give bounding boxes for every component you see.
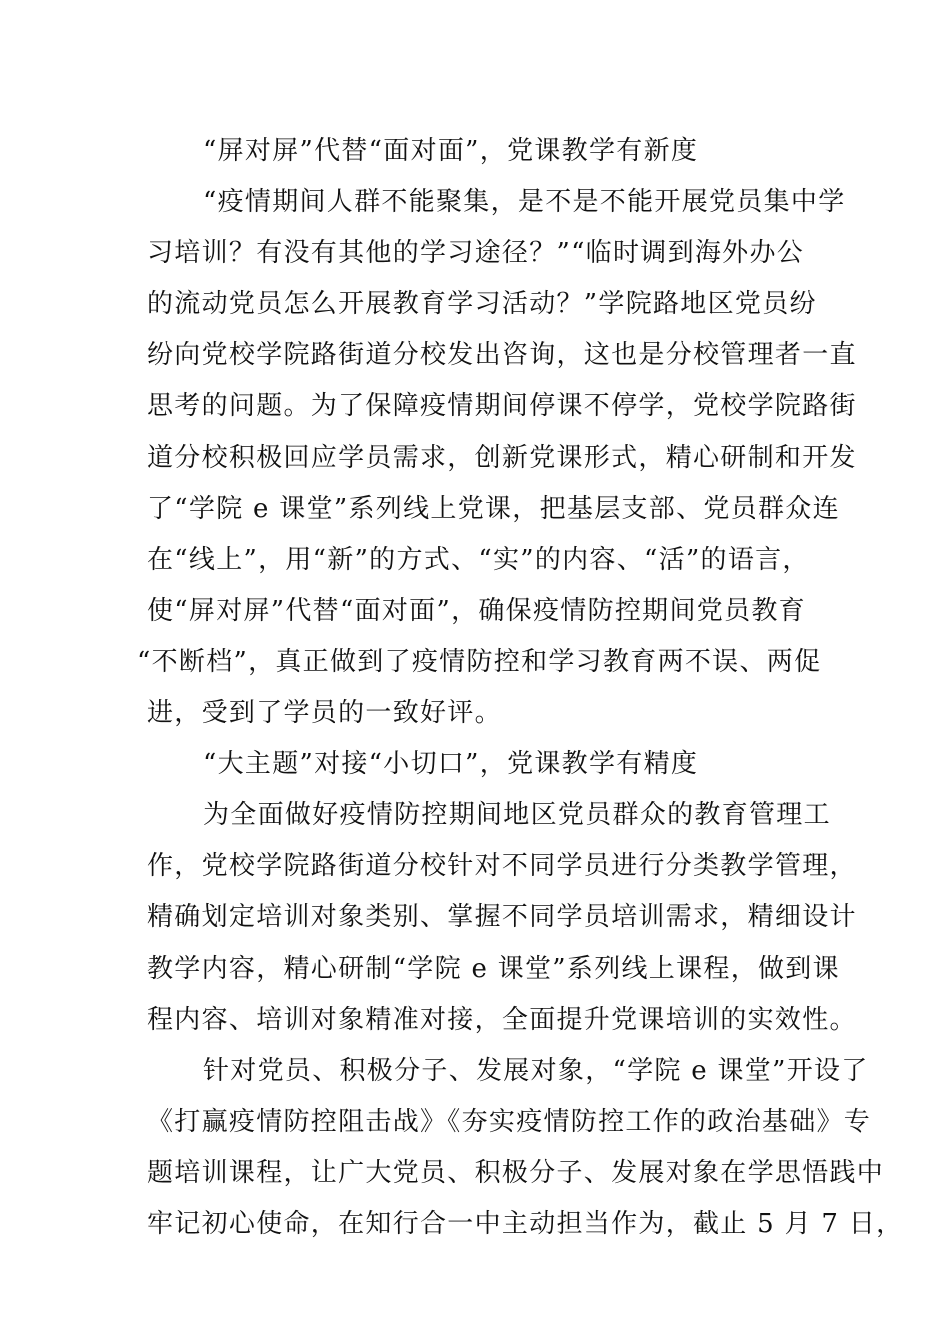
section-heading-1: “屏对屏”代替“面对面”，党课教学有新度 — [203, 136, 699, 166]
paragraph-line: 的流动党员怎么开展教育学习活动？”学院路地区党员纷 — [147, 289, 817, 320]
paragraph-line: 作，党校学院路街道分校针对不同学员进行分类教学管理， — [147, 851, 857, 882]
paragraph-line: 针对党员、积极分子、发展对象，“学院 e 课堂”开设了 — [203, 1055, 869, 1086]
paragraph-line: 教学内容，精心研制“学院 e 课堂”系列线上课程，做到课 — [147, 953, 840, 984]
paragraph-line: 思考的问题。为了保障疫情期间停课不停学，党校学院路街 — [147, 391, 857, 422]
paragraph-line: 题培训课程，让广大党员、积极分子、发展对象在学思悟践中 — [147, 1157, 885, 1188]
paragraph-line: 习培训？有没有其他的学习途径？”“临时调到海外办公 — [147, 238, 805, 269]
document-body — [137, 126, 904, 1250]
paragraph-line: 道分校积极回应学员需求，创新党课形式，精心研制和开发 — [147, 442, 857, 473]
paragraph-line: 了“学院 e 课堂”系列线上党课，把基层支部、党员群众连 — [147, 493, 840, 524]
paragraph-line: 进，受到了学员的一致好评。 — [147, 698, 502, 729]
paragraph-line: 程内容、培训对象精准对接，全面提升党课培训的实效性。 — [147, 1004, 857, 1035]
section-heading-2: “大主题”对接“小切口”，党课教学有精度 — [203, 749, 699, 780]
paragraph-line: 在“线上”，用“新”的方式、“实”的内容、“活”的语言， — [147, 544, 810, 575]
paragraph-line: 纷向党校学院路街道分校发出咨询，这也是分校管理者一直 — [147, 340, 857, 371]
paragraph-line: 《打赢疫情防控阻击战》《夯实疫情防控工作的政治基础》专 — [147, 1106, 872, 1137]
paragraph-line: “不断档”，真正做到了疫情防控和学习教育两不误、两促 — [137, 646, 822, 677]
paragraph-line: “疫情期间人群不能聚集，是不是不能开展党员集中学 — [203, 187, 846, 218]
paragraph-line: 精确划定培训对象类别、掌握不同学员培训需求，精细设计 — [147, 902, 857, 933]
paragraph-line: 为全面做好疫情防控期间地区党员群众的教育管理工 — [203, 800, 831, 831]
paragraph-line: 牢记初心使命，在知行合一中主动担当作为，截止 5 月 7 日， — [147, 1208, 904, 1239]
paragraph-line: 使“屏对屏”代替“面对面”，确保疫情防控期间党员教育 — [147, 595, 806, 626]
